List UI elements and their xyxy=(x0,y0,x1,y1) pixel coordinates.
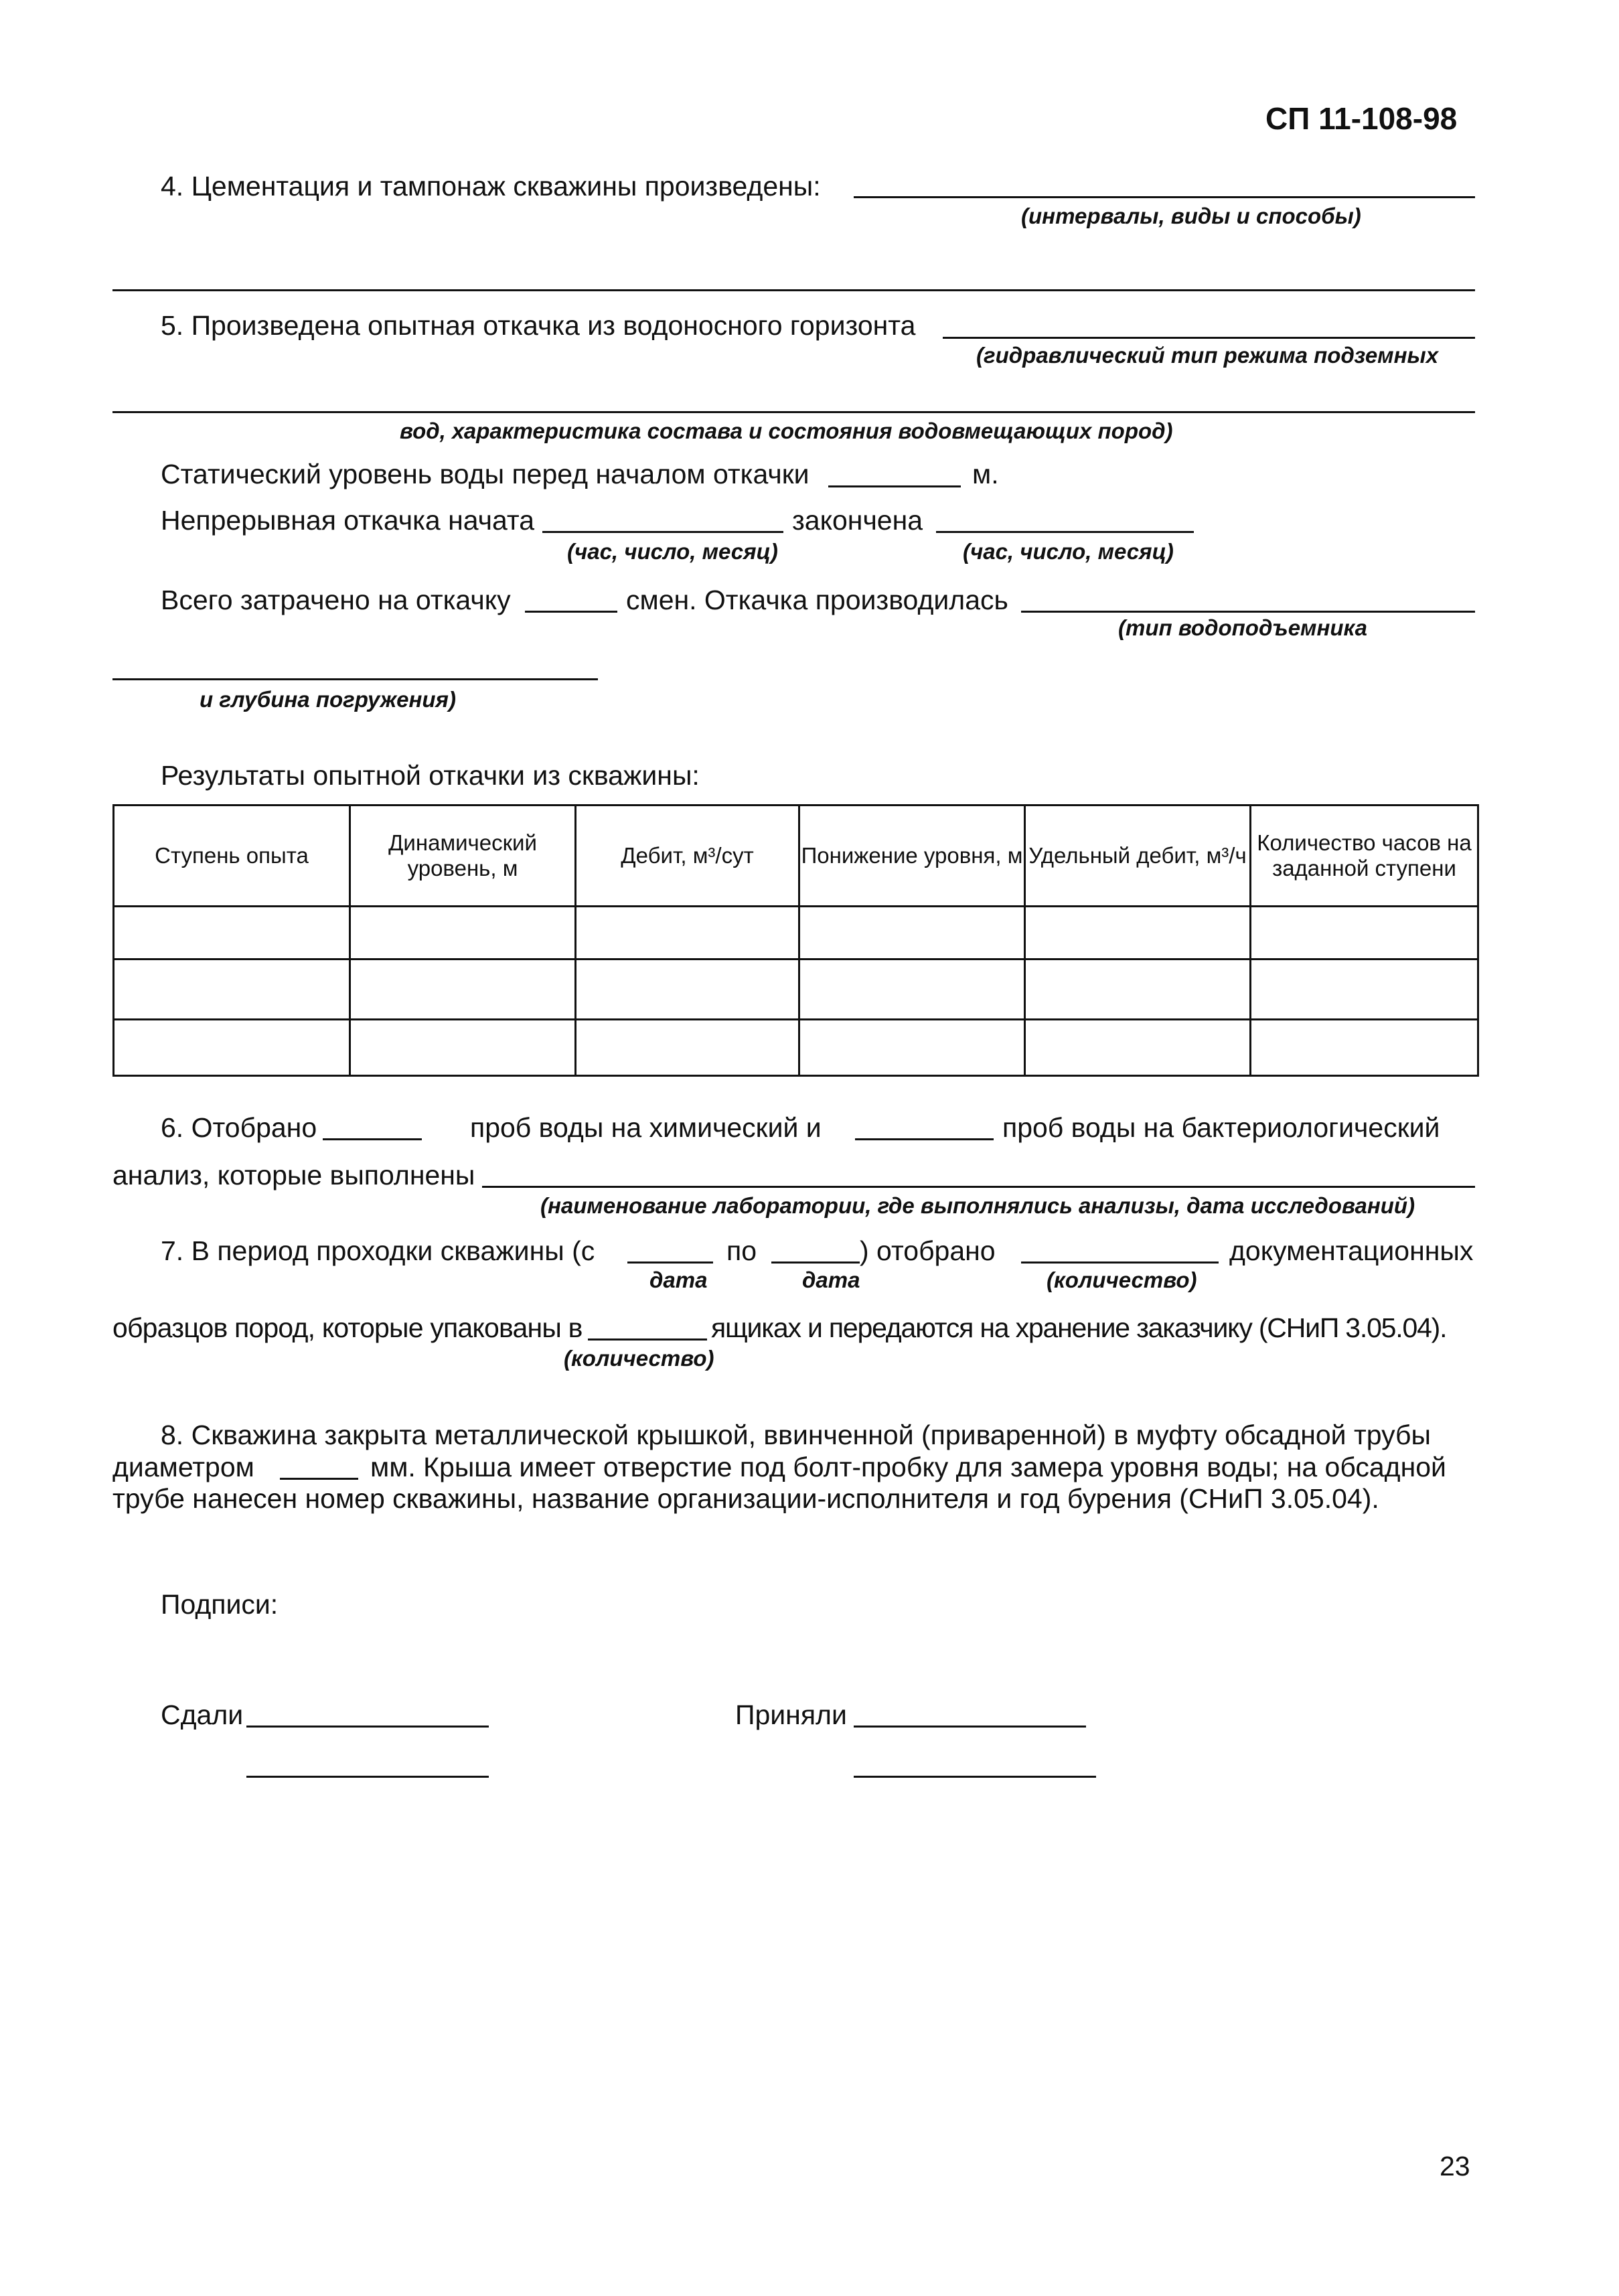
table-cell[interactable] xyxy=(1025,1020,1251,1076)
table-cell[interactable] xyxy=(350,907,576,960)
table-cell[interactable] xyxy=(799,1020,1025,1076)
section-7-line-2a: образцов пород, которые упакованы в xyxy=(112,1312,583,1343)
table-cell[interactable] xyxy=(576,907,799,960)
date-from-blank[interactable] xyxy=(627,1261,713,1264)
page-number: 23 xyxy=(1440,2151,1470,2182)
table-cell[interactable] xyxy=(350,1020,576,1076)
results-table xyxy=(112,804,1479,1077)
section-5-caption-1: (гидравлический тип режима подземных xyxy=(976,343,1439,368)
table-cell[interactable] xyxy=(1251,1020,1478,1076)
continuous-start-label: Непрерывная откачка начата xyxy=(161,505,535,536)
caption-pump-2: и глубина погружения) xyxy=(200,687,456,712)
results-title: Результаты опытной откачки из скважины: xyxy=(161,760,700,791)
table-row xyxy=(114,1020,1478,1076)
static-level-blank[interactable] xyxy=(828,485,961,487)
table-cell[interactable] xyxy=(350,960,576,1020)
continuous-end-label: закончена xyxy=(792,505,923,536)
pump-depth-blank[interactable] xyxy=(112,678,598,680)
column-header: Понижение уровня, м xyxy=(799,806,1025,907)
section-7-part-1: 7. В период проходки скважины (с xyxy=(161,1235,595,1266)
bacteriological-samples-blank[interactable] xyxy=(855,1138,994,1140)
section-6-part-1: 6. Отобрано xyxy=(161,1112,317,1143)
static-level-label: Статический уровень воды перед началом откачки xyxy=(161,459,810,489)
section-7-part-2: по xyxy=(726,1235,757,1266)
caption-date-to: дата xyxy=(802,1268,860,1292)
laboratory-blank[interactable] xyxy=(482,1186,1475,1188)
handed-over-signature-line-2[interactable] xyxy=(246,1776,489,1778)
date-to-blank[interactable] xyxy=(771,1261,860,1264)
boxes-count-blank[interactable] xyxy=(588,1338,707,1341)
section-8-line-2a: диаметром xyxy=(112,1452,254,1482)
table-cell[interactable] xyxy=(576,960,799,1020)
table-row xyxy=(114,960,1478,1020)
table-cell[interactable] xyxy=(1025,907,1251,960)
handed-over-label: Сдали xyxy=(161,1699,244,1730)
section-6-caption: (наименование лаборатории, где выполнялись анализы, дата исследований) xyxy=(540,1193,1415,1218)
caption-start: (час, число, месяц) xyxy=(567,539,778,564)
section-6-part-3: проб воды на бактериологический xyxy=(1002,1112,1440,1143)
column-header: Ступень опыта xyxy=(114,806,350,907)
received-signature-line-2[interactable] xyxy=(854,1776,1096,1778)
caption-quantity-2: (количество) xyxy=(564,1346,714,1371)
caption-date-from: дата xyxy=(649,1268,708,1292)
section-4-text: 4. Цементация и тампонаж скважины произведены: xyxy=(161,171,821,202)
section-6-part-4: анализ, которые выполнены xyxy=(112,1160,475,1191)
document-code: СП 11-108-98 xyxy=(1265,101,1458,136)
section-5-blank-line-2[interactable] xyxy=(112,411,1475,413)
section-5-caption-2: вод, характеристика состава и состояния водовмещающих пород) xyxy=(400,418,1173,443)
section-7-part-3: ) отобрано xyxy=(860,1235,996,1266)
shifts-label: смен. Откачка производилась xyxy=(626,585,1008,615)
section-5-blank[interactable] xyxy=(943,337,1475,339)
table-cell[interactable] xyxy=(576,1020,799,1076)
chemical-samples-blank[interactable] xyxy=(323,1138,422,1140)
table-cell[interactable] xyxy=(1251,960,1478,1020)
table-header-row xyxy=(114,806,1478,907)
total-spent-blank[interactable] xyxy=(525,611,617,613)
section-7-line-2b: ящиках и передаются на хранение заказчику (СНиП 3.05.04). xyxy=(711,1312,1447,1343)
column-header: Динамический уровень, м xyxy=(350,806,576,907)
table-cell[interactable] xyxy=(1025,960,1251,1020)
section-8-line-3: трубе нанесен номер скважины, название организации-исполнителя и год бурения (СНиП 3.05.04). xyxy=(112,1483,1379,1514)
samples-count-blank[interactable] xyxy=(1021,1261,1219,1264)
section-6-part-2: проб воды на химический и xyxy=(470,1112,822,1143)
caption-end: (час, число, месяц) xyxy=(963,539,1174,564)
section-4-caption: (интервалы, виды и способы) xyxy=(1021,204,1361,228)
section-5-text: 5. Произведена опытная откачка из водоносного горизонта xyxy=(161,310,916,341)
caption-quantity: (количество) xyxy=(1047,1268,1197,1292)
table-cell[interactable] xyxy=(114,907,350,960)
handed-over-signature-line[interactable] xyxy=(246,1726,489,1728)
received-label: Приняли xyxy=(735,1699,847,1730)
column-header: Удельный дебит, м³/ч xyxy=(1025,806,1251,907)
signatures-title: Подписи: xyxy=(161,1589,279,1620)
section-7-part-4: документационных xyxy=(1229,1235,1474,1266)
section-4-blank[interactable] xyxy=(854,196,1475,198)
table-cell[interactable] xyxy=(114,960,350,1020)
table-cell[interactable] xyxy=(799,960,1025,1020)
table-cell[interactable] xyxy=(799,907,1025,960)
table-cell[interactable] xyxy=(1251,907,1478,960)
caption-pump-1: (тип водоподъемника xyxy=(1118,615,1368,640)
diameter-blank[interactable] xyxy=(280,1478,358,1480)
column-header: Дебит, м³/сут xyxy=(576,806,799,907)
static-level-unit: м. xyxy=(972,459,999,489)
received-signature-line[interactable] xyxy=(854,1726,1086,1728)
pump-type-blank[interactable] xyxy=(1021,611,1475,613)
continuous-end-blank[interactable] xyxy=(936,531,1194,533)
continuous-start-blank[interactable] xyxy=(542,531,783,533)
total-spent-label: Всего затрачено на откачку xyxy=(161,585,511,615)
section-4-blank-line-2[interactable] xyxy=(112,289,1475,291)
table-cell[interactable] xyxy=(114,1020,350,1076)
column-header: Количество часов на заданной ступени xyxy=(1251,806,1478,907)
section-8-line-2b: мм. Крыша имеет отверстие под болт-пробку для замера уровня воды; на обсадной xyxy=(370,1452,1446,1482)
section-8-line-1: 8. Скважина закрыта металлической крышкой, ввинченной (приваренной) в муфту обсадной трубы xyxy=(161,1420,1431,1450)
table-row xyxy=(114,907,1478,960)
